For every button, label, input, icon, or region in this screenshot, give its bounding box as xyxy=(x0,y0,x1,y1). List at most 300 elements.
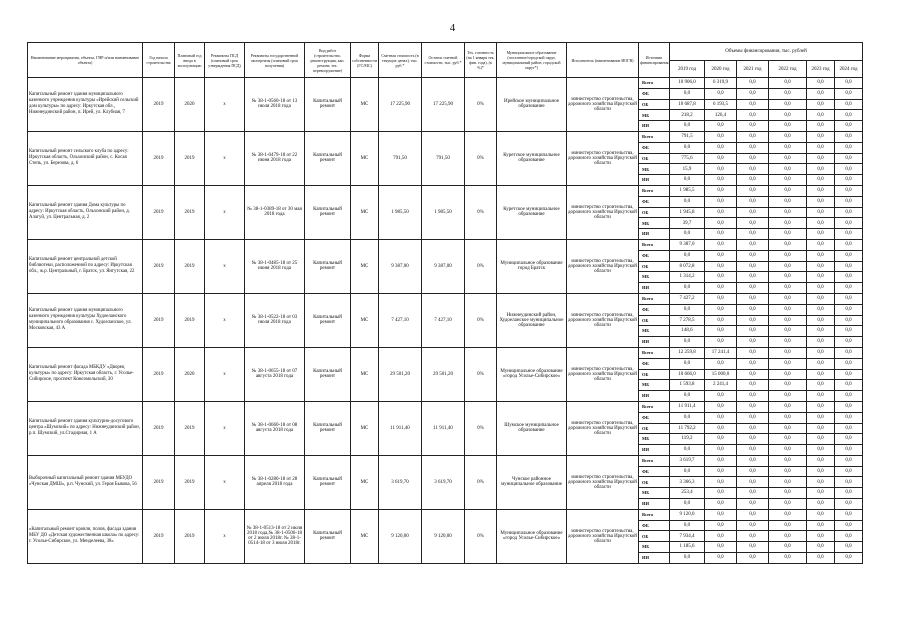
readiness: 0% xyxy=(465,401,497,455)
funding-value: 0,0 xyxy=(807,337,835,348)
funding-value: 0,0 xyxy=(670,142,705,153)
estimated-cost: 9 387,00 xyxy=(379,239,422,293)
readiness: 0% xyxy=(465,131,497,185)
funding-value: 0,0 xyxy=(737,358,769,369)
funding-value: 0,0 xyxy=(737,131,769,142)
start-year: 2019 xyxy=(143,78,175,132)
expertise-ref: № 38-1-0655-18 от 07 августа 2018 года xyxy=(245,347,305,401)
funding-value: 0,0 xyxy=(807,272,835,283)
table-row xyxy=(28,131,863,142)
funding-value: 0,0 xyxy=(835,250,863,261)
source-label: ФБ xyxy=(639,250,670,261)
header-year-2021: 2021 год xyxy=(737,61,769,78)
funding-value: 0,0 xyxy=(670,553,705,564)
expertise-ref: № 38-1-0660-18 от 08 августа 2018 года xyxy=(245,401,305,455)
funding-value: 0,0 xyxy=(737,553,769,564)
funding-value: 15 000,0 xyxy=(705,369,737,380)
ownership: МС xyxy=(351,239,379,293)
readiness: 0% xyxy=(465,509,497,563)
funding-value: 0,0 xyxy=(769,488,807,499)
funding-value: 1 945,8 xyxy=(670,207,705,218)
funding-value: 0,0 xyxy=(705,207,737,218)
funding-value: 0,0 xyxy=(835,99,863,110)
funding-value: 0,0 xyxy=(835,185,863,196)
expertise-ref: № 38-1-0560-18 от 13 июля 2018 года xyxy=(245,78,305,132)
table-row xyxy=(28,509,863,520)
funding-value: 0,0 xyxy=(737,250,769,261)
funding-value: 0,0 xyxy=(737,423,769,434)
funding-value: 0,0 xyxy=(705,553,737,564)
funding-value: 0,0 xyxy=(835,509,863,520)
funding-value: 0,0 xyxy=(807,261,835,272)
funding-value: 0,0 xyxy=(737,196,769,207)
funding-value: 0,0 xyxy=(769,142,807,153)
header-psd: Реквизиты ПСД (плановый срок утверждения ПСД) xyxy=(205,43,245,78)
executor: министерство строительства, дорожного хозяйства Иркутской области xyxy=(567,509,639,563)
funding-value: 0,0 xyxy=(737,391,769,402)
header-name: Наименование мероприятия, объекта, ГНР и/или наименование объекта) xyxy=(28,43,143,78)
header-ownership: Форма собственности (ГС/МС) xyxy=(351,43,379,78)
table-row xyxy=(28,293,863,304)
source-label: ИИ xyxy=(639,229,670,240)
funding-value: 0,0 xyxy=(835,175,863,186)
funding-value: 0,0 xyxy=(705,293,737,304)
source-label: МБ xyxy=(639,218,670,229)
ownership: МС xyxy=(351,185,379,239)
source-label: ФБ xyxy=(639,304,670,315)
source-label: Всего xyxy=(639,347,670,358)
funding-value: 0,0 xyxy=(769,250,807,261)
funding-value: 0,0 xyxy=(835,542,863,553)
executor: министерство строительства, дорожного хозяйства Иркутской области xyxy=(567,131,639,185)
source-label: ОБ xyxy=(639,207,670,218)
executor: министерство строительства, дорожного хозяйства Иркутской области xyxy=(567,293,639,347)
funding-value: 0,0 xyxy=(737,326,769,337)
funding-value: 0,0 xyxy=(705,445,737,456)
funding-value: 0,0 xyxy=(807,445,835,456)
funding-value: 0,0 xyxy=(769,315,807,326)
funding-table xyxy=(27,42,863,564)
funding-value: 0,0 xyxy=(737,509,769,520)
executor: министерство строительства, дорожного хозяйства Иркутской области xyxy=(567,347,639,401)
funding-value: 0,0 xyxy=(737,488,769,499)
funding-value: 0,0 xyxy=(835,477,863,488)
funding-value: 0,0 xyxy=(769,542,807,553)
source-label: ИИ xyxy=(639,337,670,348)
readiness: 0% xyxy=(465,239,497,293)
funding-value: 0,0 xyxy=(807,110,835,121)
psd-ref: х xyxy=(205,509,245,563)
funding-value: 0,0 xyxy=(670,88,705,99)
funding-value: 0,0 xyxy=(835,121,863,132)
source-label: ИИ xyxy=(639,121,670,132)
funding-value: 0,0 xyxy=(769,553,807,564)
funding-value: 0,0 xyxy=(705,477,737,488)
source-label: ИИ xyxy=(639,391,670,402)
funding-value: 0,0 xyxy=(705,272,737,283)
psd-ref: х xyxy=(205,401,245,455)
funding-value: 0,0 xyxy=(769,509,807,520)
header-expertise: Реквизиты государственной экспертизы (плановый срок получения) xyxy=(245,43,305,78)
funding-value: 0,0 xyxy=(737,369,769,380)
source-label: ФБ xyxy=(639,196,670,207)
funding-value: 0,0 xyxy=(835,153,863,164)
funding-value: 7 934,4 xyxy=(670,531,705,542)
funding-value: 0,0 xyxy=(835,499,863,510)
funding-value: 0,0 xyxy=(807,315,835,326)
funding-value: 0,0 xyxy=(807,131,835,142)
funding-value: 0,0 xyxy=(769,121,807,132)
executor: министерство строительства, дорожного хозяйства Иркутской области xyxy=(567,185,639,239)
work-type: Капитальный ремонт xyxy=(305,131,351,185)
source-label: ИИ xyxy=(639,283,670,294)
funding-value: 0,0 xyxy=(705,175,737,186)
funding-value: 0,0 xyxy=(807,239,835,250)
funding-value: 0,0 xyxy=(737,218,769,229)
funding-value: 11 792,2 xyxy=(670,423,705,434)
object-name: Капитальный ремонт здания муниципального казенного учреждения культуры «Ирейский сельский дом культуры» по адресу: Иркутская обл., Нижнеудинский район, п. Ирей, ул. Клубная, 7 xyxy=(28,78,143,132)
funding-value: 0,0 xyxy=(670,445,705,456)
funding-value: 0,0 xyxy=(737,520,769,531)
work-type: Капитальный ремонт xyxy=(305,455,351,509)
funding-value: 7 427,2 xyxy=(670,293,705,304)
table-row xyxy=(28,401,863,412)
work-type: Капитальный ремонт xyxy=(305,401,351,455)
funding-value: 6 193,5 xyxy=(705,99,737,110)
funding-value: 0,0 xyxy=(705,358,737,369)
psd-ref: х xyxy=(205,131,245,185)
funding-value: 0,0 xyxy=(705,121,737,132)
municipality: Муниципальное образование «город Усолье-Сибирское» xyxy=(497,509,567,563)
funding-value: 39,7 xyxy=(670,218,705,229)
source-label: Всего xyxy=(639,78,670,89)
end-year: 2019 xyxy=(175,509,205,563)
funding-value: 0,0 xyxy=(807,196,835,207)
funding-value: 0,0 xyxy=(670,412,705,423)
funding-value: 0,0 xyxy=(835,445,863,456)
funding-value: 0,0 xyxy=(835,142,863,153)
funding-value: 0,0 xyxy=(769,423,807,434)
funding-value: 0,0 xyxy=(705,391,737,402)
funding-value: 0,0 xyxy=(807,218,835,229)
funding-value: 0,0 xyxy=(769,153,807,164)
funding-value: 0,0 xyxy=(737,304,769,315)
funding-value: 0,0 xyxy=(769,455,807,466)
psd-ref: х xyxy=(205,239,245,293)
funding-value: 0,0 xyxy=(769,239,807,250)
expertise-ref: № 38-1-0280-18 от 28 апреля 2018 года xyxy=(245,455,305,509)
source-label: Всего xyxy=(639,401,670,412)
funding-value: 0,0 xyxy=(705,499,737,510)
funding-value: 0,0 xyxy=(807,175,835,186)
funding-value: 0,0 xyxy=(670,229,705,240)
funding-value: 0,0 xyxy=(705,401,737,412)
object-name: «Капитальный ремонт кровли, полов, фасада здания МБУ ДО «Детская художественная школа» по адресу: г. Усолье-Сибирское, ул. Менделеева, 38» xyxy=(28,509,143,563)
estimated-cost: 791,50 xyxy=(379,131,422,185)
funding-value: 1 593,8 xyxy=(670,380,705,391)
funding-value: 0,0 xyxy=(835,553,863,564)
funding-value: 0,0 xyxy=(807,531,835,542)
funding-value: 3 619,7 xyxy=(670,455,705,466)
funding-value: 0,0 xyxy=(807,121,835,132)
source-label: МБ xyxy=(639,380,670,391)
estimated-cost: 3 619,70 xyxy=(379,455,422,509)
funding-value: 0,0 xyxy=(769,369,807,380)
source-label: ФБ xyxy=(639,520,670,531)
funding-value: 0,0 xyxy=(835,283,863,294)
funding-value: 0,0 xyxy=(835,218,863,229)
funding-value: 0,0 xyxy=(835,110,863,121)
funding-value: 0,0 xyxy=(737,99,769,110)
funding-value: 0,0 xyxy=(807,401,835,412)
funding-value: 0,0 xyxy=(670,337,705,348)
header-work-type: Вид работ (строительство, реконструкция, кап. ремонт, тех. перевооружение) xyxy=(305,43,351,78)
remaining-cost: 3 619,70 xyxy=(422,455,465,509)
funding-value: 0,0 xyxy=(807,250,835,261)
readiness: 0% xyxy=(465,455,497,509)
funding-value: 10 666,0 xyxy=(670,369,705,380)
funding-value: 0,0 xyxy=(705,185,737,196)
start-year: 2019 xyxy=(143,239,175,293)
funding-value: 0,0 xyxy=(737,401,769,412)
funding-value: 0,0 xyxy=(769,445,807,456)
funding-value: 0,0 xyxy=(670,283,705,294)
funding-value: 0,0 xyxy=(705,488,737,499)
object-name: Выборочный капитальный ремонт здания МБУДО «Чунская ДМШ», р.п. Чунский, ул. Героя Быкова, 56 xyxy=(28,455,143,509)
header-year-2020: 2020 год xyxy=(705,61,737,78)
ownership: МС xyxy=(351,293,379,347)
municipality: Ирейское муниципальное образование xyxy=(497,78,567,132)
funding-value: 0,0 xyxy=(835,391,863,402)
funding-value: 0,0 xyxy=(769,531,807,542)
start-year: 2019 xyxy=(143,509,175,563)
source-label: Всего xyxy=(639,131,670,142)
psd-ref: х xyxy=(205,185,245,239)
funding-value: 0,0 xyxy=(705,509,737,520)
funding-value: 0,0 xyxy=(737,293,769,304)
funding-value: 0,0 xyxy=(670,304,705,315)
funding-value: 0,0 xyxy=(769,304,807,315)
funding-value: 0,0 xyxy=(769,261,807,272)
funding-value: 126,4 xyxy=(705,110,737,121)
funding-value: 0,0 xyxy=(835,78,863,89)
funding-value: 0,0 xyxy=(807,142,835,153)
funding-value: 6 319,9 xyxy=(705,78,737,89)
source-label: Всего xyxy=(639,509,670,520)
funding-value: 0,0 xyxy=(807,78,835,89)
funding-value: 0,0 xyxy=(769,477,807,488)
source-label: ОБ xyxy=(639,423,670,434)
funding-value: 0,0 xyxy=(737,337,769,348)
funding-value: 0,0 xyxy=(769,380,807,391)
header-source: Источник финансирования xyxy=(639,43,670,78)
municipality: Муниципальное образование «город Усолье-Сибирское» xyxy=(497,347,567,401)
funding-value: 10 906,0 xyxy=(670,78,705,89)
header-estimated-cost: Сметная стоимость (в текущих ценах), тыс. руб.* xyxy=(379,43,422,78)
funding-value: 0,0 xyxy=(737,531,769,542)
funding-value: 218,2 xyxy=(670,110,705,121)
source-label: ОБ xyxy=(639,369,670,380)
readiness: 0% xyxy=(465,185,497,239)
funding-value: 0,0 xyxy=(737,110,769,121)
funding-value: 0,0 xyxy=(769,131,807,142)
funding-value: 0,0 xyxy=(807,488,835,499)
readiness: 0% xyxy=(465,78,497,132)
funding-value: 0,0 xyxy=(807,326,835,337)
header-start-year: Год начала строительства xyxy=(143,43,175,78)
funding-value: 0,0 xyxy=(737,477,769,488)
start-year: 2019 xyxy=(143,455,175,509)
funding-value: 0,0 xyxy=(807,434,835,445)
funding-value: 17 241,4 xyxy=(705,347,737,358)
funding-value: 0,0 xyxy=(769,466,807,477)
funding-value: 0,0 xyxy=(769,229,807,240)
header-executor: Исполнитель (наименование ИОГВ) xyxy=(567,43,639,78)
funding-value: 0,0 xyxy=(807,509,835,520)
source-label: ИИ xyxy=(639,499,670,510)
source-label: ФБ xyxy=(639,358,670,369)
funding-value: 0,0 xyxy=(807,153,835,164)
funding-value: 0,0 xyxy=(769,99,807,110)
funding-value: 0,0 xyxy=(705,153,737,164)
funding-value: 0,0 xyxy=(769,110,807,121)
source-label: ФБ xyxy=(639,142,670,153)
end-year: 2019 xyxy=(175,455,205,509)
municipality: Куретское муниципальное образование xyxy=(497,185,567,239)
funding-value: 0,0 xyxy=(807,542,835,553)
funding-value: 0,0 xyxy=(737,261,769,272)
header-remaining-cost: Остаток сметной стоимости, тыс. руб.* xyxy=(422,43,465,78)
funding-value: 0,0 xyxy=(835,520,863,531)
funding-value: 0,0 xyxy=(835,131,863,142)
funding-value: 12 259,8 xyxy=(670,347,705,358)
remaining-cost: 1 985,50 xyxy=(422,185,465,239)
funding-value: 0,0 xyxy=(737,185,769,196)
remaining-cost: 7 427,10 xyxy=(422,293,465,347)
funding-value: 0,0 xyxy=(807,99,835,110)
object-name: Капитальный ремонт здания муниципального казенного учреждения культуры Худоеланского муниципального образования с. Худоеланское, ул. Московская, 43 А xyxy=(28,293,143,347)
psd-ref: х xyxy=(205,347,245,401)
work-type: Капитальный ремонт xyxy=(305,347,351,401)
source-label: ФБ xyxy=(639,466,670,477)
funding-value: 0,0 xyxy=(670,499,705,510)
header-municipality: Муниципальное образование (поселение/городской округ, муниципальный район, городской округ*) xyxy=(497,43,567,78)
source-label: ОБ xyxy=(639,477,670,488)
table-row xyxy=(28,347,863,358)
funding-value: 0,0 xyxy=(835,293,863,304)
source-label: ИИ xyxy=(639,553,670,564)
source-label: МБ xyxy=(639,272,670,283)
funding-value: 0,0 xyxy=(835,380,863,391)
header-year-2022: 2022 год xyxy=(769,61,807,78)
funding-value: 0,0 xyxy=(769,412,807,423)
funding-value: 0,0 xyxy=(705,412,737,423)
funding-value: 0,0 xyxy=(835,412,863,423)
funding-value: 0,0 xyxy=(807,283,835,294)
source-label: МБ xyxy=(639,326,670,337)
funding-value: 0,0 xyxy=(737,229,769,240)
funding-value: 0,0 xyxy=(737,380,769,391)
funding-value: 3 366,3 xyxy=(670,477,705,488)
funding-value: 0,0 xyxy=(807,229,835,240)
funding-value: 10 687,8 xyxy=(670,99,705,110)
start-year: 2019 xyxy=(143,185,175,239)
funding-value: 0,0 xyxy=(807,412,835,423)
funding-value: 0,0 xyxy=(807,185,835,196)
funding-value: 0,0 xyxy=(807,466,835,477)
funding-value: 0,0 xyxy=(835,229,863,240)
municipality: Муниципальное образование город Братск xyxy=(497,239,567,293)
remaining-cost: 9 120,00 xyxy=(422,509,465,563)
source-label: ФБ xyxy=(639,412,670,423)
funding-value: 0,0 xyxy=(807,553,835,564)
executor: министерство строительства, дорожного хозяйства Иркутской области xyxy=(567,78,639,132)
expertise-ref: № 38-1-0389-18 от 30 мая 2018 года xyxy=(245,185,305,239)
estimated-cost: 9 120,00 xyxy=(379,509,422,563)
funding-value: 2 241,4 xyxy=(705,380,737,391)
funding-value: 0,0 xyxy=(807,88,835,99)
funding-value: 0,0 xyxy=(769,207,807,218)
work-type: Капитальный ремонт xyxy=(305,293,351,347)
funding-value: 0,0 xyxy=(737,499,769,510)
funding-value: 0,0 xyxy=(705,542,737,553)
funding-value: 0,0 xyxy=(835,369,863,380)
funding-value: 0,0 xyxy=(769,88,807,99)
table-row xyxy=(28,239,863,250)
funding-value: 1 185,6 xyxy=(670,542,705,553)
remaining-cost: 9 387,00 xyxy=(422,239,465,293)
funding-value: 0,0 xyxy=(769,78,807,89)
start-year: 2019 xyxy=(143,131,175,185)
funding-value: 0,0 xyxy=(705,315,737,326)
funding-value: 11 911,4 xyxy=(670,401,705,412)
end-year: 2019 xyxy=(175,185,205,239)
funding-value: 0,0 xyxy=(835,261,863,272)
funding-value: 0,0 xyxy=(670,196,705,207)
object-name: Капитальный ремонт центральной детской библиотеки, расположенной по адресу: Иркутская обл., ж.р. Центральный, г. Братск, ул. Янгутская, 22 xyxy=(28,239,143,293)
work-type: Капитальный ремонт xyxy=(305,239,351,293)
funding-value: 0,0 xyxy=(769,218,807,229)
estimated-cost: 17 225,90 xyxy=(379,78,422,132)
funding-value: 0,0 xyxy=(769,520,807,531)
funding-value: 0,0 xyxy=(737,283,769,294)
funding-value: 0,0 xyxy=(835,488,863,499)
end-year: 2020 xyxy=(175,78,205,132)
source-label: МБ xyxy=(639,164,670,175)
municipality: Куретское муниципальное образование xyxy=(497,131,567,185)
funding-value: 0,0 xyxy=(670,175,705,186)
ownership: МС xyxy=(351,401,379,455)
remaining-cost: 11 911,40 xyxy=(422,401,465,455)
funding-value: 0,0 xyxy=(705,261,737,272)
source-label: Всего xyxy=(639,293,670,304)
funding-value: 148,6 xyxy=(670,326,705,337)
source-label: ОБ xyxy=(639,531,670,542)
estimated-cost: 29 501,20 xyxy=(379,347,422,401)
start-year: 2019 xyxy=(143,347,175,401)
funding-value: 0,0 xyxy=(807,477,835,488)
funding-value: 0,0 xyxy=(769,347,807,358)
executor: министерство строительства, дорожного хозяйства Иркутской области xyxy=(567,401,639,455)
funding-value: 0,0 xyxy=(769,499,807,510)
funding-value: 0,0 xyxy=(670,250,705,261)
funding-value: 0,0 xyxy=(769,358,807,369)
source-label: ОБ xyxy=(639,261,670,272)
header-year-2019: 2019 год xyxy=(670,61,705,78)
page-number: 4 xyxy=(449,22,456,34)
remaining-cost: 29 501,20 xyxy=(422,347,465,401)
funding-value: 0,0 xyxy=(670,466,705,477)
